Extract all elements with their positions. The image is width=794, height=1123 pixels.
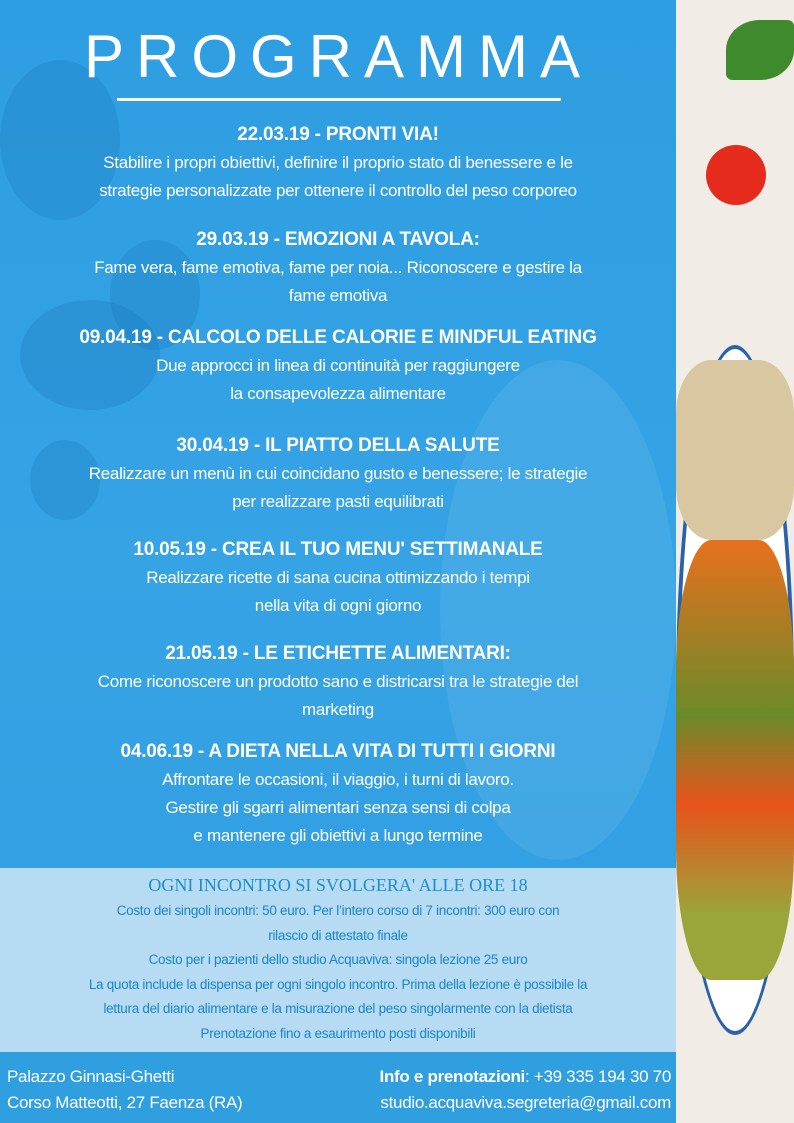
email-link[interactable]: studio.acquaviva.segreteria@gmail.com: [380, 1093, 671, 1112]
venue-block: [7, 1064, 307, 1116]
vegetables: [676, 540, 794, 980]
info-line: Prenotazione fino a esaurimento posti disponibili: [200, 1025, 476, 1041]
event-description: la consapevolezza alimentare: [230, 384, 446, 403]
event-description: Realizzare ricette di sana cucina ottimizzando i tempi: [146, 568, 530, 587]
event-heading: 30.04.19 - IL PIATTO DELLA SALUTE: [176, 435, 500, 456]
event-7: [0, 738, 676, 850]
food-photo: [676, 0, 794, 1123]
info-line: Costo dei singoli incontri: 50 euro. Per l’intero corso di 7 incontri: 300 euro con: [116, 903, 560, 918]
info-line: lettura del diario alimentare e la misurazione del peso singolarmente con la dietista: [103, 1001, 573, 1016]
event-heading: 22.03.19 - PRONTI VIA!: [237, 124, 439, 145]
info-line: La quota include la dispensa per ogni singolo incontro. Prima della lezione è possibile la: [88, 976, 588, 992]
event-description: strategie personalizzate per ottenere il controllo del peso corporeo: [99, 181, 577, 200]
event-heading: 09.04.19 - CALCOLO DELLE CALORIE E MINDFUL EATING: [79, 327, 597, 348]
event-4: [0, 432, 676, 516]
event-description: per realizzare pasti equilibrati: [232, 492, 444, 511]
event-heading: 21.05.19 - LE ETICHETTE ALIMENTARI:: [165, 643, 511, 664]
venue-address: Corso Matteotti, 27 Faenza (RA): [7, 1093, 243, 1112]
event-description: Realizzare un menù in cui coincidano gusto e benessere; le strategie: [88, 464, 588, 483]
event-6: [0, 640, 676, 724]
quinoa: [676, 360, 794, 540]
venue-name: Palazzo Ginnasi-Ghetti: [7, 1067, 175, 1086]
event-description: nella vita di ogni giorno: [254, 596, 422, 615]
info-line: rilascio di attestato finale: [268, 927, 408, 943]
event-2: [0, 226, 676, 310]
event-1: [0, 121, 676, 205]
footer: [0, 1052, 676, 1123]
basil-leaf-icon: [726, 20, 794, 80]
phone-number[interactable]: : +39 335 194 30 70: [524, 1067, 671, 1086]
event-description: Due approcci in linea di continuità per raggiungere: [156, 356, 520, 375]
event-description: e mantenere gli obiettivi a lungo termine: [193, 826, 483, 845]
event-description: Gestire gli sgarri alimentari senza sensi di colpa: [165, 798, 511, 817]
info-line: Costo per i pazienti dello studio Acquaviva: singola lezione 25 euro: [148, 952, 528, 967]
event-description: Affrontare le occasioni, il viaggio, i turni di lavoro.: [162, 770, 514, 789]
contact-block: [311, 1064, 671, 1116]
event-description: marketing: [302, 700, 374, 719]
event-5: [0, 536, 676, 620]
event-description: fame emotiva: [288, 286, 388, 305]
event-heading: 29.03.19 - EMOZIONI A TAVOLA:: [196, 229, 480, 250]
info-box: [0, 868, 676, 1052]
event-heading: 10.05.19 - CREA IL TUO MENU' SETTIMANALE: [133, 539, 543, 560]
event-description: Come riconoscere un prodotto sano e districarsi tra le strategie del: [97, 672, 579, 691]
info-title: OGNI INCONTRO SI SVOLGERA' ALLE ORE 18: [148, 875, 528, 895]
title-underline: [117, 98, 561, 101]
tomato-icon: [706, 145, 766, 205]
contact-phone-line: [311, 1064, 671, 1090]
event-description: Fame vera, fame emotiva, fame per noia... Riconoscere e gestire la: [94, 258, 582, 277]
event-3: [0, 324, 676, 408]
event-heading: 04.06.19 - A DIETA NELLA VITA DI TUTTI I GIORNI: [120, 741, 556, 762]
event-description: Stabilire i propri obiettivi, definire il proprio stato di benessere e le: [103, 153, 573, 172]
page-title: PROGRAMMA: [83, 23, 593, 90]
contact-label: Info e prenotazioni: [379, 1067, 525, 1086]
